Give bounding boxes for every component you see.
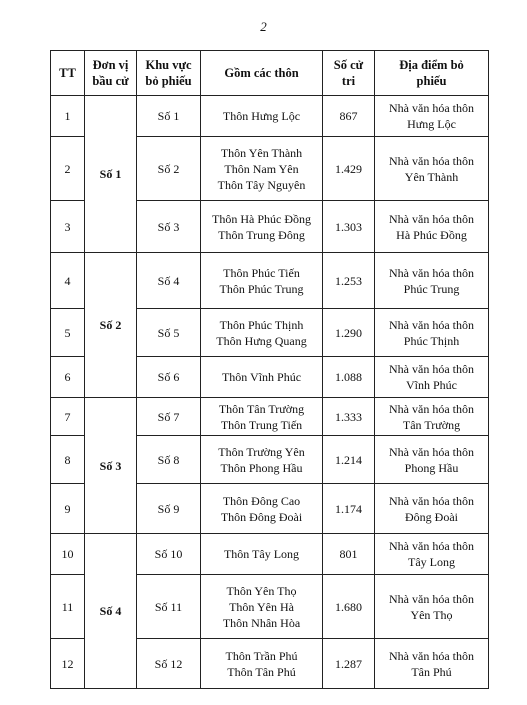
polling-area-cell: Số 9: [137, 484, 201, 534]
polling-area-cell: Số 8: [137, 436, 201, 484]
polling-location-cell: Nhà văn hóa thôn Tây Long: [375, 534, 489, 575]
row-number-cell: 8: [51, 436, 85, 484]
polling-location-cell: Nhà văn hóa thôn Vĩnh Phúc: [375, 357, 489, 398]
polling-location-cell: Nhà văn hóa thôn Yên Thọ: [375, 575, 489, 639]
row-number-cell: 7: [51, 398, 85, 436]
row-number-cell: 11: [51, 575, 85, 639]
election-unit-cell: Số 1: [85, 96, 137, 253]
polling-area-cell: Số 1: [137, 96, 201, 137]
page-number: 2: [260, 19, 267, 34]
voter-count-cell: 1.088: [323, 357, 375, 398]
voter-count-cell: 867: [323, 96, 375, 137]
villages-cell: Thôn Tây Long: [201, 534, 323, 575]
row-number-cell: 4: [51, 253, 85, 309]
polling-area-cell: Số 4: [137, 253, 201, 309]
polling-area-cell: Số 7: [137, 398, 201, 436]
polling-location-cell: Nhà văn hóa thôn Phong Hầu: [375, 436, 489, 484]
polling-location-cell: Nhà văn hóa thôn Đông Đoài: [375, 484, 489, 534]
table-row: [51, 253, 489, 309]
election-unit-cell: Số 3: [85, 398, 137, 534]
villages-cell: Thôn Hưng Lộc: [201, 96, 323, 137]
voter-count-cell: 1.303: [323, 201, 375, 253]
polling-area-cell: Số 3: [137, 201, 201, 253]
table-row: [51, 96, 489, 137]
row-number-cell: 12: [51, 639, 85, 689]
table-row: [51, 534, 489, 575]
header-unit: Đơn vị bầu cử: [85, 51, 137, 96]
voter-count-cell: 801: [323, 534, 375, 575]
polling-area-cell: Số 11: [137, 575, 201, 639]
polling-location-cell: Nhà văn hóa thôn Phúc Trung: [375, 253, 489, 309]
header-area: Khu vực bỏ phiếu: [137, 51, 201, 96]
voter-count-cell: 1.287: [323, 639, 375, 689]
polling-location-cell: Nhà văn hóa thôn Phúc Thịnh: [375, 309, 489, 357]
row-number-cell: 3: [51, 201, 85, 253]
header-location: Địa điểm bỏ phiếu: [375, 51, 489, 96]
voter-count-cell: 1.290: [323, 309, 375, 357]
villages-cell: Thôn Tân Trường Thôn Trung Tiến: [201, 398, 323, 436]
polling-area-cell: Số 2: [137, 137, 201, 201]
villages-cell: Thôn Trần Phú Thôn Tân Phú: [201, 639, 323, 689]
villages-cell: Thôn Phúc Thịnh Thôn Hưng Quang: [201, 309, 323, 357]
table-body: [51, 96, 489, 689]
villages-cell: Thôn Đông Cao Thôn Đông Đoài: [201, 484, 323, 534]
header-voters: Số cử tri: [323, 51, 375, 96]
voter-count-cell: 1.214: [323, 436, 375, 484]
row-number-cell: 5: [51, 309, 85, 357]
voter-count-cell: 1.680: [323, 575, 375, 639]
polling-location-cell: Nhà văn hóa thôn Hưng Lộc: [375, 96, 489, 137]
header-row: [51, 51, 489, 96]
polling-area-cell: Số 12: [137, 639, 201, 689]
villages-cell: Thôn Hà Phúc Đồng Thôn Trung Đông: [201, 201, 323, 253]
polling-location-cell: Nhà văn hóa thôn Tân Trường: [375, 398, 489, 436]
election-unit-cell: Số 4: [85, 534, 137, 689]
villages-cell: Thôn Yên Thành Thôn Nam Yên Thôn Tây Nguyên: [201, 137, 323, 201]
polling-area-cell: Số 10: [137, 534, 201, 575]
header-villages: Gồm các thôn: [201, 51, 323, 96]
polling-location-cell: Nhà văn hóa thôn Yên Thành: [375, 137, 489, 201]
polling-area-cell: Số 6: [137, 357, 201, 398]
voter-count-cell: 1.174: [323, 484, 375, 534]
polling-location-cell: Nhà văn hóa thôn Hà Phúc Đồng: [375, 201, 489, 253]
polling-location-cell: Nhà văn hóa thôn Tân Phú: [375, 639, 489, 689]
row-number-cell: 6: [51, 357, 85, 398]
villages-cell: Thôn Phúc Tiến Thôn Phúc Trung: [201, 253, 323, 309]
table-row: [51, 398, 489, 436]
election-unit-cell: Số 2: [85, 253, 137, 398]
row-number-cell: 2: [51, 137, 85, 201]
row-number-cell: 1: [51, 96, 85, 137]
voter-count-cell: 1.253: [323, 253, 375, 309]
villages-cell: Thôn Vĩnh Phúc: [201, 357, 323, 398]
villages-cell: Thôn Yên Thọ Thôn Yên Hà Thôn Nhân Hòa: [201, 575, 323, 639]
header-tt: TT: [51, 51, 85, 96]
voter-count-cell: 1.333: [323, 398, 375, 436]
villages-cell: Thôn Trường Yên Thôn Phong Hầu: [201, 436, 323, 484]
voter-count-cell: 1.429: [323, 137, 375, 201]
polling-area-cell: Số 5: [137, 309, 201, 357]
row-number-cell: 9: [51, 484, 85, 534]
polling-areas-table: [50, 50, 489, 689]
row-number-cell: 10: [51, 534, 85, 575]
